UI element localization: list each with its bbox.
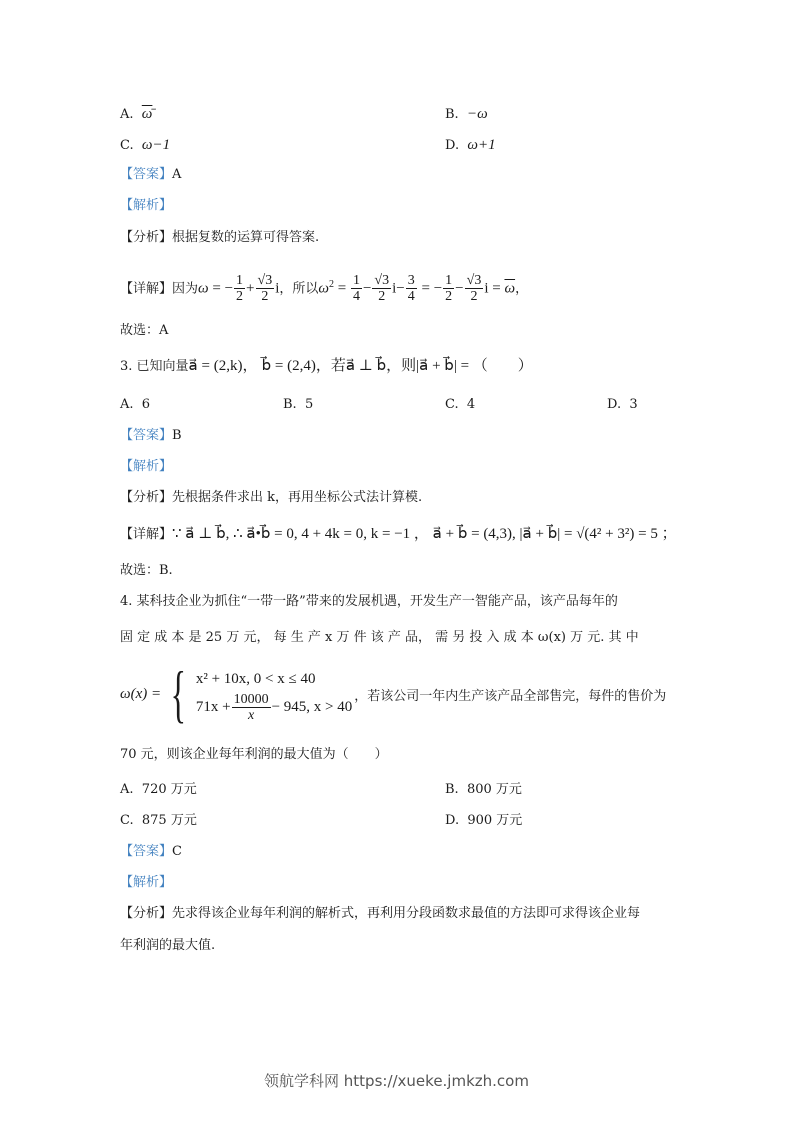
- vector-a: a⃗ = (2,k)，: [188, 358, 258, 374]
- q2-option-a: [120, 104, 152, 125]
- analysis-tag: 【解析】: [120, 875, 173, 890]
- option-value: ω−1: [141, 137, 171, 153]
- analysis-tag: 【解析】: [120, 198, 173, 213]
- answer-tag: 【答案】: [120, 428, 173, 443]
- q2-answer: [120, 165, 181, 185]
- footer-watermark: [0, 1070, 793, 1091]
- case-1: x² + 10x, 0 < x ≤ 40: [195, 670, 316, 687]
- q4-fenxi-line1: [120, 904, 640, 924]
- footer-text: 领航学科网 https://xueke.jmkzh.com: [264, 1072, 529, 1090]
- q2-choose: [120, 321, 168, 341]
- q4-analysis-heading: [120, 873, 172, 893]
- q2-option-d: [445, 135, 496, 156]
- q3-stem: [120, 356, 533, 377]
- q3-detail: [120, 524, 677, 545]
- q4-option-b: B. 800 万元: [445, 782, 522, 797]
- vector-b: b⃗ = (2,4)，若: [261, 358, 346, 374]
- fenxi-text: 先根据条件求出 k，再用坐标公式法计算模.: [172, 490, 423, 505]
- detail-text: 因为: [172, 281, 199, 297]
- q4-answer: [120, 842, 182, 862]
- q3-choose: [120, 561, 173, 581]
- function-name: ω(x) =: [120, 685, 162, 702]
- stem-text: 70 元，则该企业每年利润的最大值为（ ）: [120, 747, 388, 762]
- answer-value: B: [172, 428, 182, 443]
- q3-option-b: B. 5: [283, 397, 314, 412]
- q4-fenxi-line2: [120, 936, 215, 956]
- fraction: $\frac{10000}{x}$: [233, 691, 269, 723]
- q4-option-c: C. 875 万元: [120, 813, 197, 828]
- q4-stem-line4: [120, 745, 388, 765]
- detail-text: ，: [515, 281, 529, 297]
- fraction: $\frac{1}{2}$: [236, 273, 244, 305]
- option-value: ω̄: [141, 106, 153, 122]
- detail-tag: 【详解】: [120, 281, 173, 297]
- stem-text: 3. 已知向量: [120, 359, 189, 374]
- abs-expression: |a⃗ + b⃗| = （ ）: [416, 358, 533, 374]
- detail-text: ∵ a⃗ ⊥ b⃗, ∴ a⃗•b⃗ = 0, 4 + 4k = 0, k = −1 ， a⃗ + b⃗ = (4,3), |a⃗ + b⃗| = √(4² + 3²) = 5 ；: [172, 526, 677, 542]
- fenxi-text: 根据复数的运算可得答案.: [172, 230, 320, 245]
- stem-text: ，若该公司一年内生产该产品全部售完，每件的售价为: [354, 688, 667, 704]
- q4-stem-line1: [120, 592, 618, 612]
- q4-piecewise-function: [120, 658, 667, 729]
- q3-option-a: A. 6: [120, 397, 151, 412]
- fenxi-tag: 【分析】: [120, 906, 173, 921]
- q4-option-d: D. 900 万元: [445, 813, 523, 828]
- fenxi-text: 先求得该企业每年利润的解析式，再利用分段函数求最值的方法即可求得该企业每: [172, 906, 641, 921]
- perp-condition: a⃗ ⊥ b⃗，则: [345, 358, 417, 374]
- option-label: C.: [120, 138, 134, 153]
- option-value: −ω: [466, 106, 488, 122]
- answer-tag: 【答案】: [120, 167, 173, 182]
- q2-detail: 【详解】因为ω = − $\frac{1}{2}$ + $\frac{√3}{2}$ i，所以$\omega^2$ = $\frac{1}{4}$ − $\frac{√3}{2}$ i− $\frac{3}{4}$ = − $\frac{1}{2}$ − $\frac{√3}{2}$ $i = \overline{\omega}$，: [120, 273, 529, 305]
- q3-answer: [120, 426, 182, 446]
- stem-text: 固 定 成 本 是 25 万 元， 每 生 产 x 万 件 该 产 品， 需 另 投 入 成 本 ω(x) 万 元. 其 中: [120, 630, 639, 645]
- q2-option-b: [445, 104, 488, 125]
- answer-value: C: [172, 844, 182, 859]
- option-label: B.: [445, 107, 459, 122]
- detail-tag: 【详解】: [120, 527, 173, 542]
- q3-fenxi: [120, 488, 422, 508]
- choose-text: 故选：A: [120, 323, 169, 338]
- q2-option-c: [120, 135, 170, 156]
- q2-fenxi: [120, 228, 319, 248]
- option-label: D.: [445, 138, 460, 153]
- fraction: $\frac{√3}{2}$: [257, 273, 273, 305]
- q2-analysis-heading: [120, 196, 172, 216]
- detail-text: ，所以: [279, 281, 319, 297]
- option-label: A.: [120, 107, 134, 122]
- case-2: 71x + $\frac{10000}{x}$ − 945, x > 40: [195, 691, 353, 723]
- q3-option-c: C. 4: [445, 397, 476, 412]
- left-brace: {: [170, 658, 187, 729]
- choose-text: 故选：B.: [120, 563, 173, 578]
- q3-analysis-heading: [120, 457, 172, 477]
- stem-text: 4. 某科技企业为抓住“一带一路”带来的发展机遇，开发生产一智能产品，该产品每年的: [120, 594, 618, 609]
- answer-tag: 【答案】: [120, 844, 173, 859]
- q4-stem-line2: [120, 628, 639, 648]
- option-value: ω+1: [467, 137, 496, 153]
- answer-value: A: [172, 167, 182, 182]
- cases: [196, 666, 352, 723]
- fenxi-tag: 【分析】: [120, 230, 173, 245]
- q4-option-a: A. 720 万元: [120, 782, 197, 797]
- fenxi-tag: 【分析】: [120, 490, 173, 505]
- analysis-tag: 【解析】: [120, 459, 173, 474]
- fenxi-text: 年利润的最大值.: [120, 938, 216, 953]
- q3-option-d: D. 3: [607, 397, 638, 412]
